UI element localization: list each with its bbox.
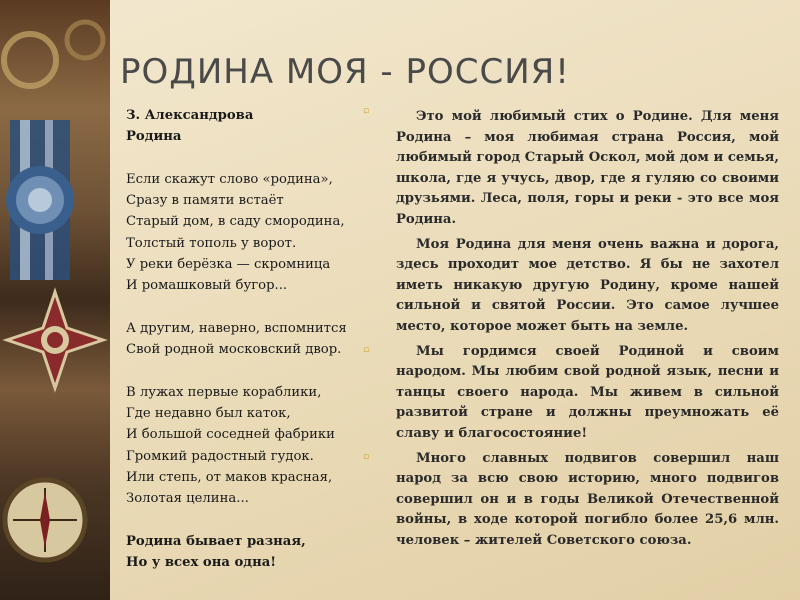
poem-author: З. Александрова <box>126 108 254 123</box>
poem-line: Или степь, от маков красная, <box>126 470 333 486</box>
decorative-medal-image <box>0 0 110 600</box>
poem-line: Где недавно был каток, <box>126 406 291 422</box>
poem-line: И ромашковый бугор... <box>126 278 288 294</box>
poem-line: Если скажут слово «родина», <box>126 171 333 187</box>
essay-paragraph: Это мой любимый стих о Родине. Для меня Родина – моя любимая страна Россия, мой любимый город Старый Оскол, мой дом и семья, школа, где я учусь, двор, где я гуляю со своими друзьями. Леса, поля, горы и реки - это все моя Родина. <box>396 109 779 227</box>
poem-line: Свой родной московский двор. <box>126 342 342 358</box>
poem-line: В лужах первые кораблики, <box>126 384 322 400</box>
poem-line: Старый дом, в саду смородина, <box>126 214 345 230</box>
poem-line: Сразу в памяти встаёт <box>126 193 284 209</box>
poem-line: И большой соседней фабрики <box>126 427 335 443</box>
poem-line: А другим, наверно, вспомнится <box>126 320 347 336</box>
poem-line: Но у всех она одна! <box>126 555 277 571</box>
bullet-icon: ▫ <box>363 345 370 355</box>
poem-line: Родина бывает разная, <box>126 533 306 549</box>
bullet-icon: ▫ <box>363 106 370 116</box>
essay-paragraph: Моя Родина для меня очень важна и дорога, здесь проходит мое детство. Я бы не захотел иметь никакую другую Родину, кроме нашей сильной и святой России. Это самое лучшее место, которое может быть на земле. <box>396 236 779 334</box>
poem-line: Золотая целина... <box>126 491 249 507</box>
slide-title: РОДИНА МОЯ - РОССИЯ! <box>120 52 570 92</box>
poem-block <box>126 105 366 574</box>
poem-line: Толстый тополь у ворот. <box>126 235 297 251</box>
essay-block <box>396 107 779 555</box>
poem-line: Громкий радостный гудок. <box>126 448 314 464</box>
bullet-icon: ▫ <box>363 452 370 462</box>
poem-title: Родина <box>126 129 182 145</box>
medal-illustration <box>0 0 110 600</box>
essay-paragraph: Мы гордимся своей Родиной и своим народом. Мы любим свой родной язык, песни и танцы своего народа. Мы живем в сильной развитой стране и должны преумножать её славу и благосостояние! <box>396 343 779 441</box>
essay-paragraph: Много славных подвигов совершил наш народ за всю свою историю, много подвигов совершил он и в годы Великой Отечественной войны, в ходе которой погибло более 25,6 млн. человек – жителей Советского союза. <box>396 450 779 548</box>
poem-line: У реки берёзка — скромница <box>126 257 331 273</box>
